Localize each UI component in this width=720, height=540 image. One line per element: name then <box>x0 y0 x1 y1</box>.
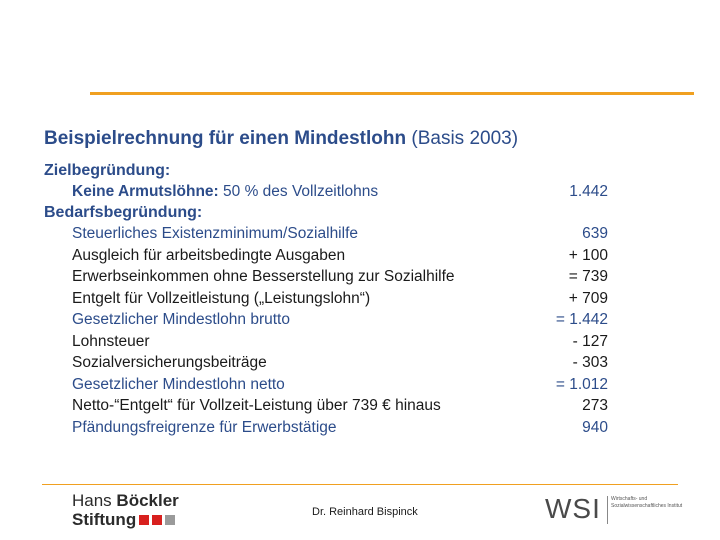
logo-hb-word-stiftung: Stiftung <box>72 510 137 529</box>
row-value: = 1.012 <box>555 376 608 393</box>
row-erwerbseinkommen <box>72 268 608 290</box>
row-value: 940 <box>582 419 608 436</box>
logo-hb-word-boeckler: Böckler <box>116 491 179 510</box>
row-label-rest: 50 % des Vollzeitlohns <box>223 183 379 200</box>
hans-boeckler-logo <box>72 492 179 530</box>
heading-bedarfsbegruendung: Bedarfsbegründung: <box>44 204 203 221</box>
row-value: + 100 <box>568 247 608 264</box>
row-value: 1.442 <box>569 183 608 200</box>
row-value: 639 <box>582 225 608 242</box>
row-label: Entgelt für Vollzeitleistung („Leistungslohn“) <box>72 290 371 307</box>
row-label: Pfändungsfreigrenze für Erwerbstätige <box>72 419 337 436</box>
row-label-bold: Keine Armutslöhne: <box>72 183 219 200</box>
author-name: Dr. Reinhard Bispinck <box>312 506 418 518</box>
wsi-logo-subtext: Wirtschafts- und Sozialwissenschaftliches Institut <box>611 496 683 509</box>
row-lohnsteuer <box>72 333 608 355</box>
row-value: = 739 <box>568 268 608 285</box>
footer-divider <box>42 484 678 485</box>
row-label: Gesetzlicher Mindestlohn brutto <box>72 311 290 328</box>
row-label: Erwerbseinkommen ohne Besserstellung zur Sozialhilfe <box>72 268 455 285</box>
row-label: Steuerliches Existenzminimum/Sozialhilfe <box>72 225 359 242</box>
logo-red-square-icon <box>139 515 149 525</box>
slide-title-main: Beispielrechnung für einen Mindestlohn <box>44 128 407 149</box>
row-label <box>72 183 378 201</box>
row-existenzminimum <box>72 225 608 247</box>
row-value: 273 <box>582 397 608 414</box>
row-label: Ausgleich für arbeitsbedingte Ausgaben <box>72 247 346 264</box>
row-label: Gesetzlicher Mindestlohn netto <box>72 376 285 393</box>
row-mindestlohn-brutto <box>72 311 608 333</box>
top-divider <box>90 92 694 95</box>
row-mindestlohn-netto <box>72 376 608 398</box>
slide-title <box>44 128 694 150</box>
row-value: - 127 <box>572 333 608 350</box>
slide-title-basis: (Basis 2003) <box>411 128 519 149</box>
row-leistungslohn <box>72 290 608 312</box>
row-value: = 1.442 <box>555 311 608 328</box>
logo-grey-square-icon <box>165 515 175 525</box>
row-sozialversicherung <box>72 354 608 376</box>
row-label: Lohnsteuer <box>72 333 150 350</box>
row-value: + 709 <box>568 290 608 307</box>
row-armutsloehne <box>72 183 608 205</box>
wsi-logo-separator <box>607 496 608 524</box>
row-value: - 303 <box>572 354 608 371</box>
row-pfaendungsfreigrenze <box>72 419 608 441</box>
row-ausgleich <box>72 247 608 269</box>
logo-hb-word-hans: Hans <box>72 491 112 510</box>
row-label: Sozialversicherungsbeiträge <box>72 354 267 371</box>
row-label: Netto-“Entgelt“ für Vollzeit-Leistung über 739 € hinaus <box>72 397 441 414</box>
heading-zielbegruendung: Zielbegründung: <box>44 162 171 179</box>
wsi-logo-letters: WSI <box>545 493 601 524</box>
wsi-logo <box>545 493 683 524</box>
row-netto-entgelt <box>72 397 608 419</box>
logo-red-square-icon <box>152 515 162 525</box>
